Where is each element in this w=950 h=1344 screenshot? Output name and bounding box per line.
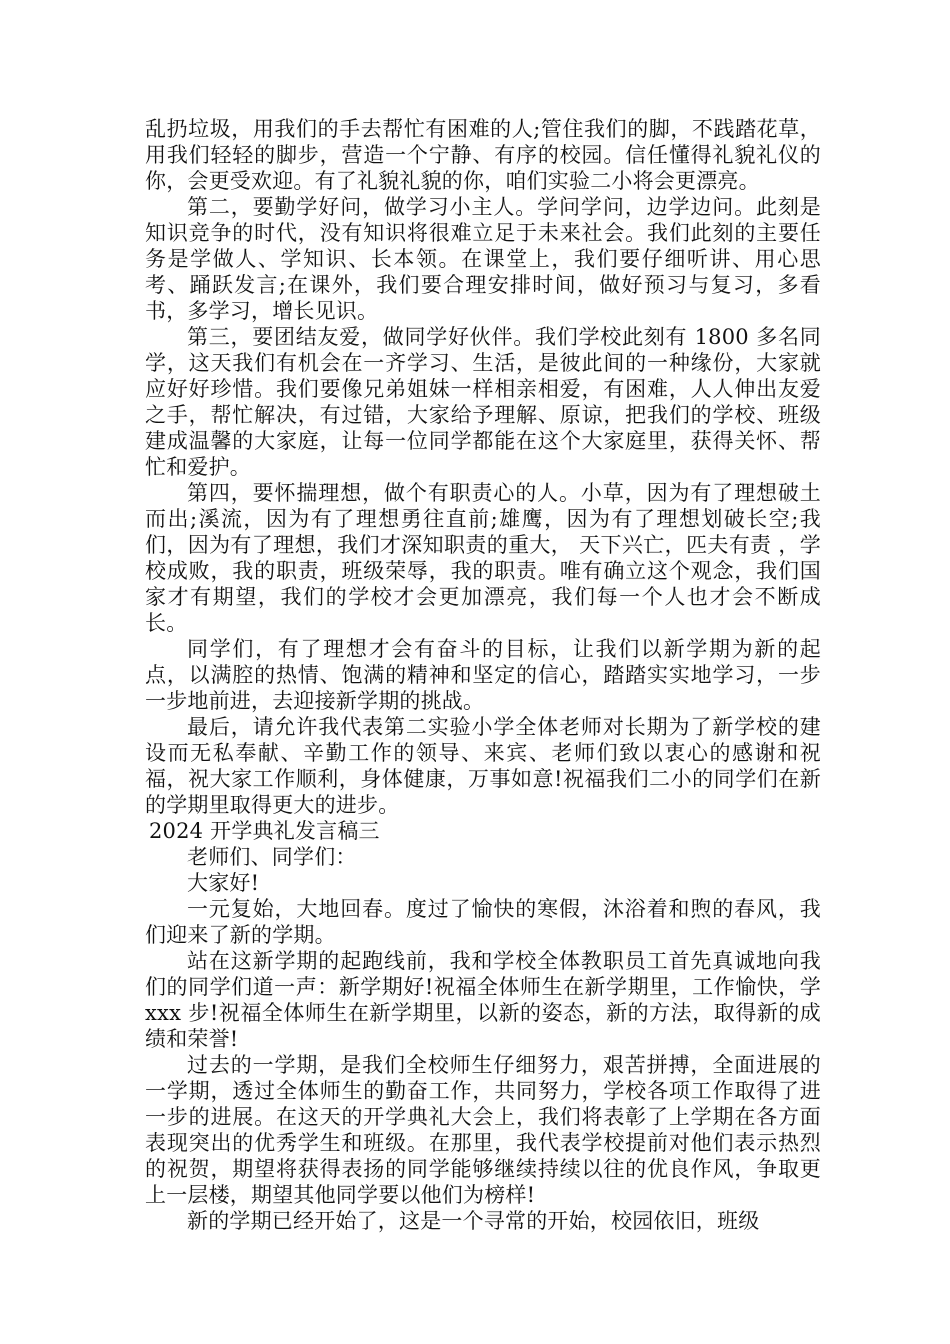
paragraph-new-term-start: 新的学期已经开始了，这是一个寻常的开始，校园依旧，班级: [187, 1209, 760, 1233]
paragraph-continuation: 乱扔垃圾，用我们的手去帮忙有困难的人;管住我们的脚，不践踏花草，用我们轻轻的脚步，营造一个宁静、有序的校园。信任懂得礼貌礼仪的你，会更受欢迎。有了礼貌礼貌的你，咱们实验二小将会更漂亮。: [145, 117, 821, 193]
paragraph-opening: 一元复始，大地回春。度过了愉快的寒假，沐浴着和煦的春风，我们迎来了新的学期。: [145, 897, 821, 947]
section-heading: 2024 开学典礼发言稿三: [149, 819, 380, 843]
paragraph-students: 同学们，有了理想才会有奋斗的目标，让我们以新学期为新的起点，以满腔的热情、饱满的精神和坚定的信心，踏踏实实地学习，一步一步地前进，去迎接新学期的挑战。: [145, 637, 821, 713]
paragraph-third-point: 第三，要团结友爱，做同学好伙伴。我们学校此刻有 1800 多名同学，这天我们有机会在一齐学习、生活，是彼此间的一种缘份，大家就应好好珍惜。我们要像兄弟姐妹一样相亲相爱，有困难，人人伸出友爱之手，帮忙解决，有过错，大家给予理解、原谅，把我们的学校、班级建成温馨的大家庭，让每一位同学都能在这个大家庭里，获得关怀、帮忙和爱护。: [145, 325, 821, 479]
paragraph-fourth-point: 第四，要怀揣理想，做个有职责心的人。小草，因为有了理想破土而出;溪流，因为有了理想勇往直前;雄鹰，因为有了理想划破长空;我们，因为有了理想，我们才深知职责的重大， 天下兴亡，匹夫有责 ，学校成败，我的职责，班级荣辱，我的职责。唯有确立这个观念，我们国家才有期望，我们的学校才会更加漂亮，我们每一个人也才会不断成长。: [145, 481, 821, 635]
paragraph-new-term-wishes: 站在这新学期的起跑线前，我和学校全体教职员工首先真诚地向我们的同学们道一声：新学期好!祝福全体师生在新学期里，工作愉快，学 xxx 步!祝福全体师生在新学期里，以新的姿态，新的方法，取得新的成绩和荣誉!: [145, 949, 821, 1051]
paragraph-closing: 最后，请允许我代表第二实验小学全体老师对长期为了新学校的建设而无私奉献、辛勤工作的领导、来宾、老师们致以衷心的感谢和祝福，祝大家工作顺利，身体健康，万事如意!祝福我们二小的同学们在新的学期里取得更大的进步。: [145, 715, 821, 817]
document-page: [145, 116, 821, 1234]
paragraph-last-term: 过去的一学期，是我们全校师生仔细努力，艰苦拼搏，全面进展的一学期，透过全体师生的勤奋工作，共同努力，学校各项工作取得了进一步的进展。在这天的开学典礼大会上，我们将表彰了上学期在各方面表现突出的优秀学生和班级。在那里，我代表学校提前对他们表示热烈的祝贺，期望将获得表扬的同学能够继续持续以往的优良作风，争取更上一层楼，期望其他同学要以他们为榜样!: [145, 1053, 821, 1207]
paragraph-greeting: 大家好!: [187, 871, 260, 895]
paragraph-salutation: 老师们、同学们：: [187, 845, 357, 869]
paragraph-second-point: 第二，要勤学好问，做学习小主人。学问学问，边学边问。此刻是知识竞争的时代，没有知识将很难立足于未来社会。我们此刻的主要任务是学做人、学知识、长本领。在课堂上，我们要仔细听讲、用心思考、踊跃发言;在课外，我们要合理安排时间，做好预习与复习，多看书，多学习，增长见识。: [145, 195, 821, 323]
